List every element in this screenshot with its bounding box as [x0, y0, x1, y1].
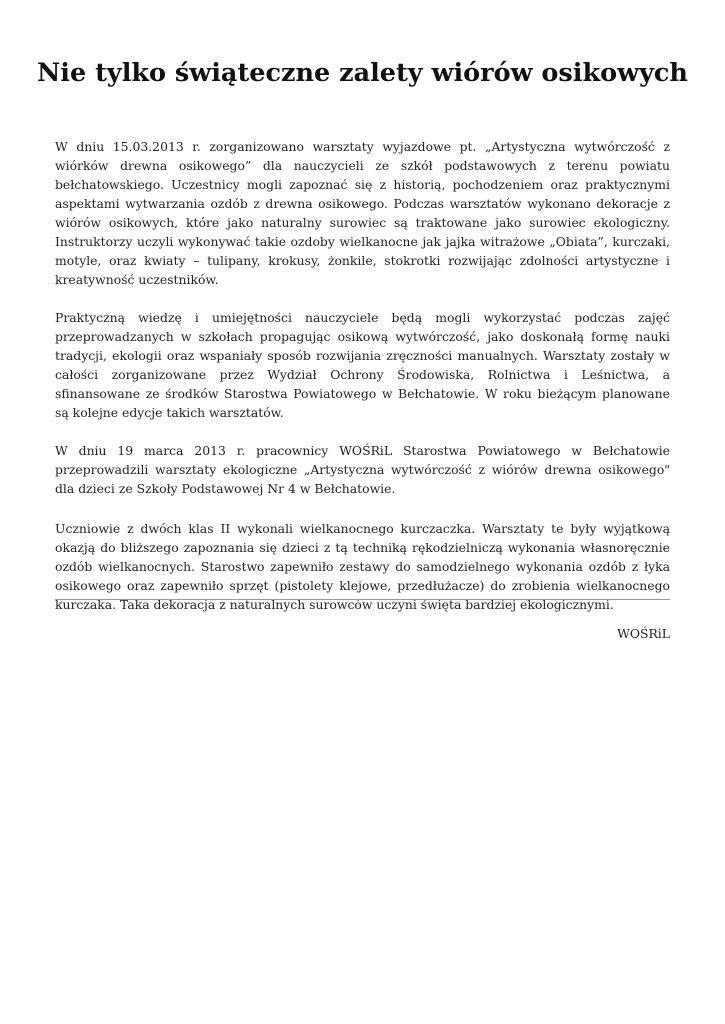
paragraph-4: Uczniowie z dwóch klas II wykonali wielkanocnego kurczaczka. Warsztaty te były wyjątkową okazją do bliższego zapoznania się dzieci z tą techniką rękodzielniczą wykonania własnoręcznie ozdób wielkanocnych. Starostwo zapewniło zestawy do samodzielnego wykonania ozdób z łyka osikowego oraz zapewniło sprzęt (pistolety klejowe, przedłużacze) do zrobienia wielkanocnego kurczaka. Taka dekoracja z naturalnych surowców uczyni święta bardziej ekologicznymi.	[55, 521, 670, 612]
paragraph-3: W dniu 19 marca 2013 r. pracownicy WOŚRiL Starostwa Powiatowego w Bełchatowie przeprowadzili warsztaty ekologiczne „Artystyczna wytwórczość z wiórów drewna osikowego" dla dzieci ze Szkoły Podstawowej Nr 4 w Bełchatowie.	[55, 443, 670, 496]
signature: WOŚRiL	[617, 626, 670, 641]
paragraph-1: W dniu 15.03.2013 r. zorganizowano warsztaty wyjazdowe pt. „Artystyczna wytwórczość z wiórków drewna osikowego” dla nauczycieli ze szkół podstawowych z terenu powiatu bełchatowskiego. Uczestnicy mogli zapoznać się z historią, pochodzeniem oraz praktycznymi aspektami wytwarzania ozdób z drewna osikowego. Podczas warsztatów wykonano dekoracje z wiórów osikowych, które jako naturalny surowiec są traktowane jako surowiec ekologiczny. Instruktorzy uczyli wykonywać takie ozdoby wielkanocne jak jajka witrażowe „Obiata”, kurczaki, motyle, oraz kwiaty – tulipany, krokusy, żonkile, stokrotki rozwijając zdolności artystyczne i kreatywność uczestników.	[55, 139, 670, 287]
divider-line	[55, 599, 670, 600]
article-body	[55, 137, 670, 633]
paragraph-2: Praktyczną wiedzę i umiejętności nauczyciele będą mogli wykorzystać podczas zajęć przeprowadzanych w szkołach propagując osikową wytwórczość, jako doskonałą formę nauki tradycji, ekologii oraz wspaniały sposób rozwijania zręczności manualnych. Warsztaty zostały w całości zorganizowane przez Wydział Ochrony Środowiska, Rolnictwa i Leśnictwa, a sfinansowane ze środków Starostwa Powiatowego w Bełchatowie. W roku bieżącym planowane są kolejne edycje takich warsztatów.	[55, 310, 670, 420]
article-title: Nie tylko świąteczne zalety wiórów osikowych	[37, 58, 688, 88]
